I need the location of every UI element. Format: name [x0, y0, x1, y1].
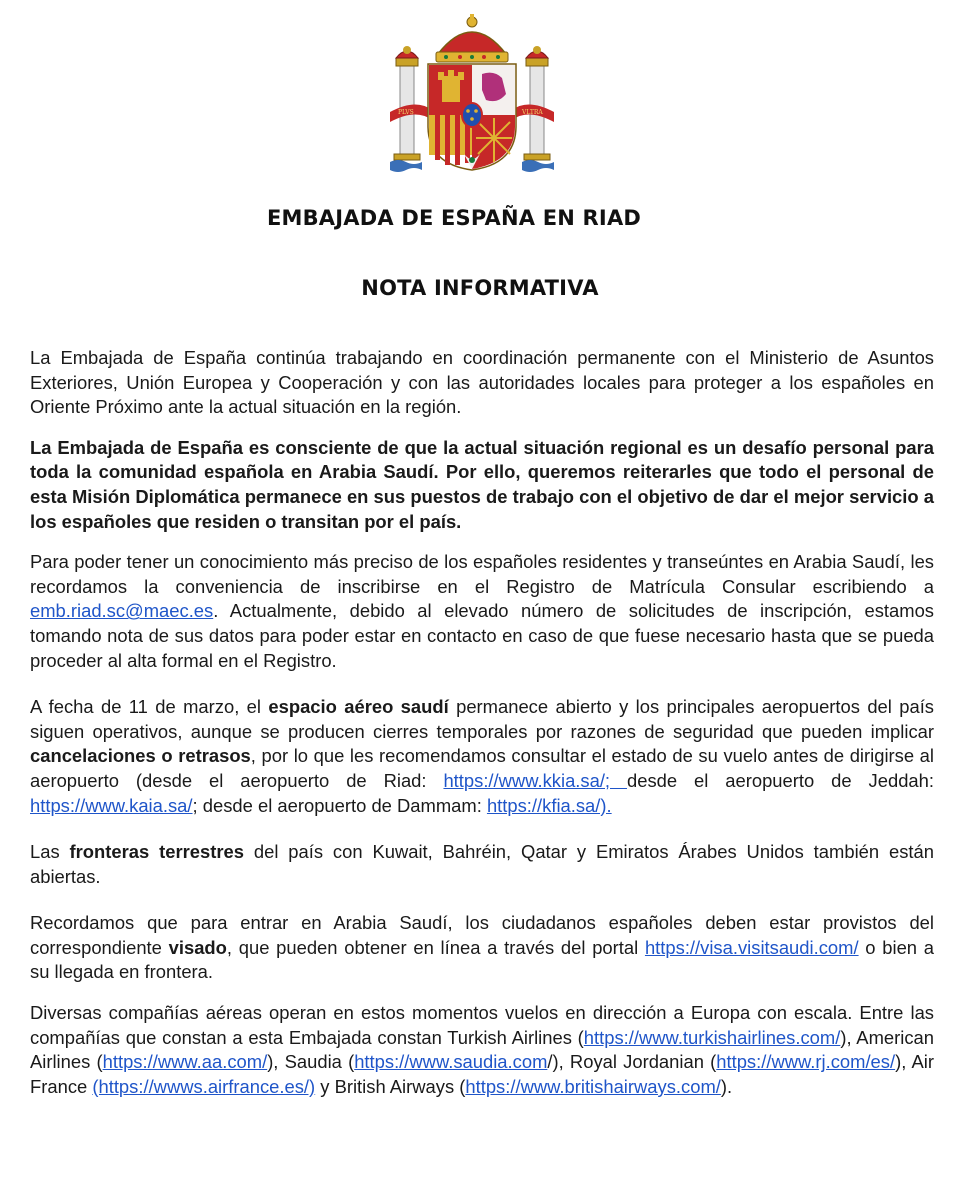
royal-jordanian-link[interactable]: https://www.rj.com/es/	[716, 1051, 896, 1073]
airspace-text: ; desde el aeropuerto de Dammam:	[192, 794, 487, 816]
visa-portal-link[interactable]: https://visa.visitsaudi.com/	[644, 936, 859, 958]
airlines-text: y British Airways (	[315, 1075, 466, 1097]
visa-text: Recordamos que para entrar en Arabia Saudí, los ciudadanos españoles deben estar provistos del correspondiente	[30, 912, 934, 958]
dammam-airport-link[interactable]: https://kfia.sa/).	[486, 794, 612, 816]
airlines-text: ).	[720, 1075, 733, 1097]
turkish-airlines-link[interactable]: https://www.turkishairlines.com/	[583, 1026, 841, 1048]
visa-bold: visado	[168, 936, 227, 958]
borders-bold: fronteras terrestres	[69, 841, 244, 863]
airspace-text: , por lo que les recomendamos consultar el estado de su vuelo antes de dirigirse al aeropuerto (desde el aeropuerto de Riad:	[30, 745, 934, 791]
airspace-text: desde el aeropuerto de Jeddah:	[626, 769, 934, 791]
shield	[428, 64, 516, 170]
embassy-title: EMBAJADA DE ESPAÑA EN RIAD	[266, 206, 642, 230]
registry-text-end: . Actualmente, debido al elevado número de solicitudes de inscripción, estamos tomando nota de sus datos para poder estar en contacto en caso de que fuese necesario hasta que se pueda proceder al alta formal en el Registro.	[30, 600, 934, 671]
paragraph-visa	[30, 911, 934, 985]
airlines-text: ), American Airlines (	[30, 1026, 934, 1073]
airlines-text: /), Royal Jordanian (	[547, 1051, 717, 1073]
document-title: NOTA INFORMATIVA	[361, 276, 599, 300]
visa-text: o bien a su llegada en frontera.	[30, 936, 935, 983]
jeddah-airport-link[interactable]: https://www.kaia.sa/	[30, 794, 193, 816]
crown	[436, 14, 508, 62]
riad-airport-link[interactable]: https://www.kkia.sa/;	[443, 769, 627, 791]
airlines-text: ), Saudia (	[267, 1051, 355, 1073]
airspace-text: permanece abierto y los principales aeropuertos del país siguen operativos, aunque se producen cierres temporales por razones de seguridad que pueden implicar	[30, 696, 934, 742]
paragraph-consular-registry	[30, 550, 934, 673]
airspace-bold: espacio aéreo saudí	[268, 696, 449, 718]
air-france-link[interactable]: (https://wwws.airfrance.es/)	[92, 1075, 316, 1097]
email-link[interactable]: emb.riad.sc@maec.es	[30, 600, 214, 622]
motto-right: VLTRA	[522, 109, 543, 116]
visa-text: , que pueden obtener en línea a través del portal	[226, 936, 645, 958]
borders-text: Las	[30, 841, 70, 863]
saudia-link[interactable]: https://www.saudia.com	[354, 1051, 548, 1073]
registry-text: Para poder tener un conocimiento más preciso de los españoles residentes y transeúntes en Arabia Saudí, les recordamos la conveniencia de inscribirse en el Registro de Matrícula Consular escribiendo a	[30, 551, 934, 597]
coat-of-arms-icon	[386, 14, 558, 176]
american-airlines-link[interactable]: https://www.aa.com/	[102, 1051, 268, 1073]
paragraph-airspace	[30, 695, 934, 818]
cancellations-bold: cancelaciones o retrasos	[30, 745, 251, 767]
british-airways-link[interactable]: https://www.britishairways.com/	[465, 1075, 721, 1097]
paragraph-coordination: La Embajada de España continúa trabajando en coordinación permanente con el Ministerio de Asuntos Exteriores, Unión Europea y Cooperación y con las autoridades locales para proteger a los españoles en Oriente Próximo ante la actual situación en la región.	[30, 347, 934, 418]
airspace-text: A fecha de 11 de marzo, el	[30, 696, 269, 718]
airlines-text: ), Air France	[30, 1051, 934, 1097]
document-body	[30, 346, 934, 1099]
paragraph-land-borders	[30, 840, 934, 889]
airlines-text: Diversas compañías aéreas operan en estos momentos vuelos en dirección a Europa con escala. Entre las compañías que constan a esta Embajada constan Turkish Airlines (	[30, 1002, 934, 1048]
motto-left: PLVS	[398, 109, 414, 116]
paragraph-airlines	[30, 1001, 934, 1099]
paragraph-embassy-service: La Embajada de España es consciente de que la actual situación regional es un desafío personal para toda la comunidad española en Arabia Saudí. Por ello, queremos reiterarles que todo el personal de esta Misión Diplomática permanece en sus puestos de trabajo con el objetivo de dar el mejor servicio a los españoles que residen o transitan por el país.	[30, 436, 934, 532]
borders-text: del país con Kuwait, Bahréin, Qatar y Emiratos Árabes Unidos también están abiertas.	[30, 841, 934, 887]
